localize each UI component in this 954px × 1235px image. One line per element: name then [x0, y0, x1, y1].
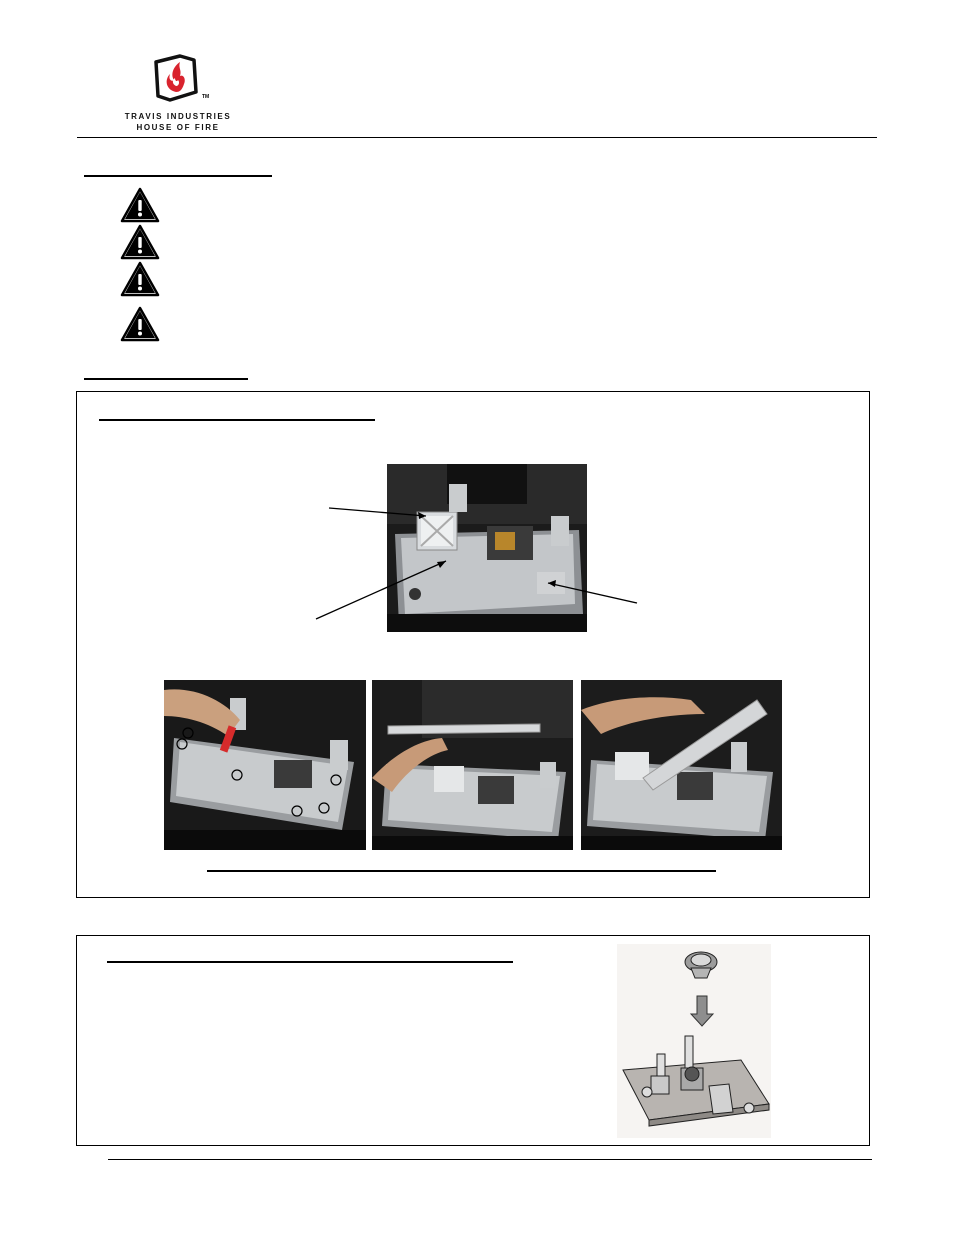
travis-industries-logo	[108, 52, 248, 134]
step-photo-remove-screws	[164, 680, 366, 850]
step-photo-lift-panel	[581, 680, 782, 850]
section-2-title-underline	[107, 961, 513, 963]
header-rule	[77, 137, 877, 138]
burner-assembly-photo	[387, 464, 587, 632]
logo-line-2: HOUSE OF FIRE	[136, 123, 220, 132]
section-1-title-underline	[99, 419, 375, 421]
footer-rule	[108, 1159, 872, 1160]
orifice-installation-diagram	[617, 944, 771, 1138]
flame-logo-icon	[150, 52, 202, 104]
warning-triangle-icon	[120, 306, 160, 342]
warning-triangle-icon	[120, 224, 160, 260]
warning-triangle-icon	[120, 261, 160, 297]
procedure-heading-underline	[84, 378, 248, 380]
figure-caption-underline	[207, 870, 716, 872]
trademark-mark: TM	[202, 94, 210, 100]
warning-triangle-icon	[120, 187, 160, 223]
warnings-heading-underline	[84, 175, 272, 177]
logo-line-1: TRAVIS INDUSTRIES	[124, 112, 232, 121]
step-photo-remove-bar	[372, 680, 573, 850]
